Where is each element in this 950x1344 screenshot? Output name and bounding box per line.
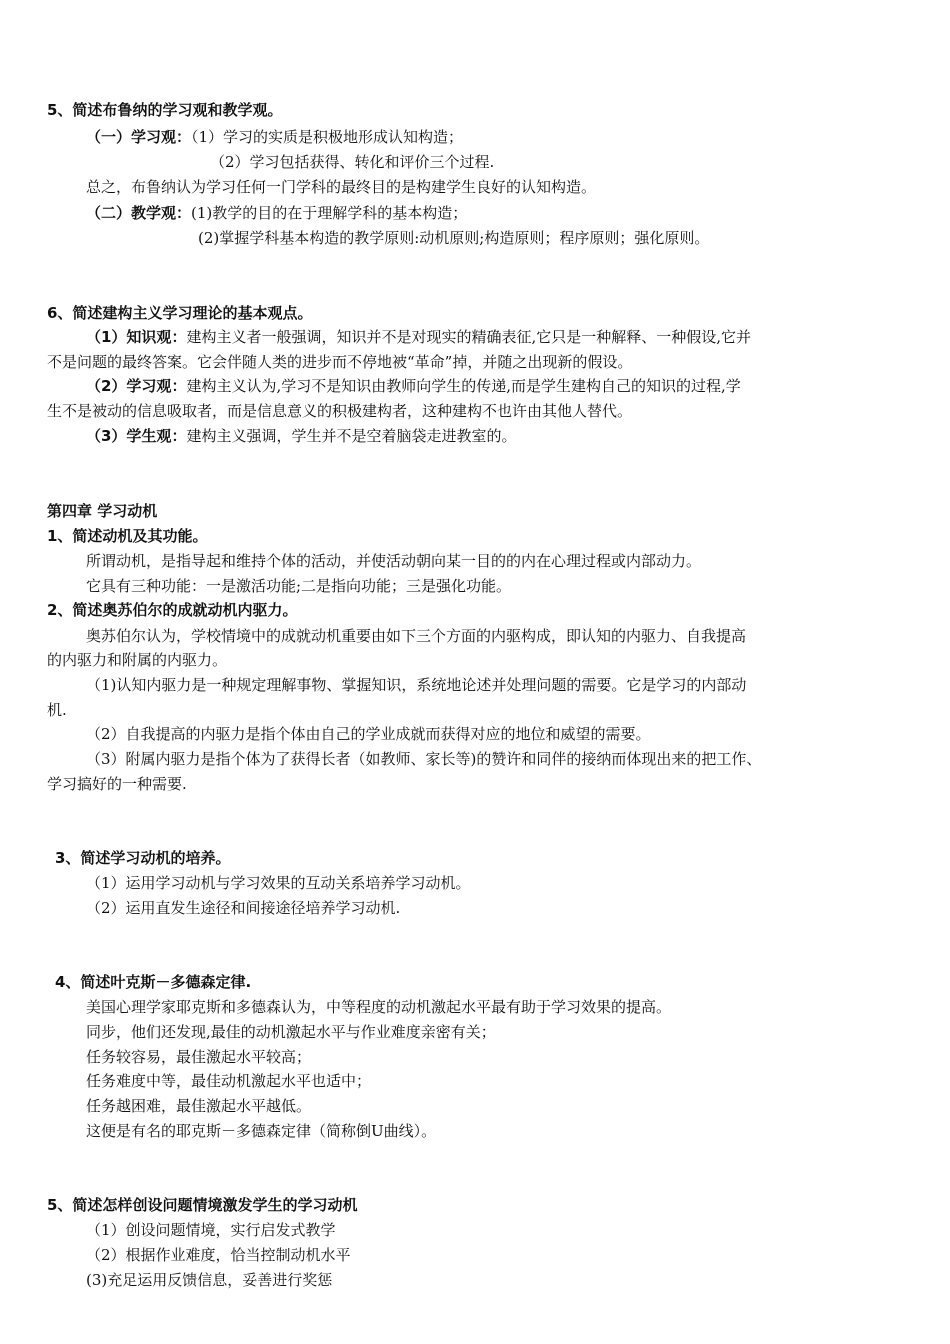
q4-heading: 4、简述叶克斯－多德森定律. — [55, 973, 252, 991]
knowledge-view-label: （1）知识观： — [86, 328, 187, 346]
knowledge-view-text: 建构主义者一般强调，知识并不是对现实的精确表征,它只是一种解释、一种假设,它并 — [186, 328, 751, 346]
q1-line-1: 所谓动机，是指导起和维持个体的活动，并使活动朝向某一目的的内在心理过程或内部动力。 — [86, 552, 702, 570]
q4-line-2: 同步，他们还发现,最佳的动机激起水平与作业难度亲密有关； — [86, 1023, 496, 1041]
q1-line-2: 它具有三种功能：一是激活功能;二是指向功能；三是强化功能。 — [86, 577, 512, 595]
q2-line-6: （3）附属内驱力是指个体为了获得长者（如教师、家长等)的赞许和同伴的接纳而体现出来的把工作、 — [86, 750, 762, 768]
student-view-label: （3）学生观： — [86, 427, 187, 445]
section-5-heading: 5、简述布鲁纳的学习观和教学观。 — [47, 101, 283, 119]
teaching-view-text: (1)教学的目的在于理解学科的基本构造； — [191, 204, 468, 222]
learning-view-label: （一）学习观： — [86, 128, 192, 146]
q4-line-6: 这便是有名的耶克斯－多德森定律（简称倒U曲线）。 — [86, 1122, 437, 1140]
q2-line-4: 机. — [47, 701, 67, 719]
teaching-view-line — [86, 204, 467, 222]
constructivist-learning-label: （2）学习观： — [86, 377, 187, 395]
q3-heading: 3、简述学习动机的培养。 — [55, 849, 231, 867]
student-view-line — [86, 427, 516, 445]
chapter-4-title: 第四章 学习动机 — [47, 502, 158, 520]
q4-line-5: 任务越困难，最佳激起水平越低。 — [86, 1097, 312, 1115]
constructivist-learning-text: 建构主义认为,学习不是知识由教师向学生的传递,而是学生建构自己的知识的过程,学 — [186, 377, 741, 395]
q2-line-2: 的内驱力和附属的内驱力。 — [47, 651, 228, 669]
q5-line-3: (3)充足运用反馈信息，妥善进行奖惩 — [86, 1271, 333, 1289]
q4-line-1: 美国心理学家耶克斯和多德森认为，中等程度的动机激起水平最有助于学习效果的提高。 — [86, 998, 672, 1016]
q2-line-5: （2）自我提高的内驱力是指个体由自己的学业成就而获得对应的地位和威望的需要。 — [86, 725, 651, 743]
knowledge-view-cont: 不是问题的最终答案。它会伴随人类的进步而不停地被“革命”掉，并随之出现新的假设。 — [47, 353, 633, 371]
section-6-heading: 6、简述建构主义学习理论的基本观点。 — [47, 304, 313, 322]
q2-line-3: （1)认知内驱力是一种规定理解事物、掌握知识，系统地论述并处理问题的需要。它是学习的内部动 — [86, 676, 747, 694]
student-view-text: 建构主义强调，学生并不是空着脑袋走进教室的。 — [186, 427, 517, 445]
q4-line-4: 任务难度中等，最佳动机激起水平也适中； — [86, 1072, 372, 1090]
q1-heading: 1、简述动机及其功能。 — [47, 527, 208, 545]
q4-line-3: 任务较容易，最佳激起水平较高； — [86, 1048, 312, 1066]
q5-line-2: （2）根据作业难度，恰当控制动机水平 — [86, 1246, 351, 1264]
q3-line-2: （2）运用直发生途径和间接途径培养学习动机. — [86, 899, 401, 917]
q3-line-1: （1）运用学习动机与学习效果的互动关系培养学习动机。 — [86, 874, 471, 892]
teaching-view-label: （二）教学观： — [86, 204, 192, 222]
learning-view-cont: （2）学习包括获得、转化和评价三个过程. — [210, 153, 495, 171]
teaching-view-cont: (2)掌握学科基本构造的教学原则:动机原则;构造原则；程序原则；强化原则。 — [198, 229, 710, 247]
q5-line-1: （1）创设问题情境，实行启发式教学 — [86, 1221, 336, 1239]
q2-line-1: 奥苏伯尔认为，学校情境中的成就动机重要由如下三个方面的内驱构成，即认知的内驱力、自我提高 — [86, 627, 747, 645]
knowledge-view-line — [86, 328, 751, 346]
learning-view-text: （1）学习的实质是积极地形成认知构造； — [191, 128, 464, 146]
q2-line-7: 学习搞好的一种需要. — [47, 775, 187, 793]
q2-heading: 2、简述奥苏伯尔的成就动机内驱力。 — [47, 601, 298, 619]
constructivist-learning-cont: 生不是被动的信息吸取者，而是信息意义的积极建构者，这种建构不也许由其他人替代。 — [47, 402, 633, 420]
q5-heading: 5、简述怎样创设问题情境激发学生的学习动机 — [47, 1196, 358, 1214]
learning-view-line — [86, 128, 463, 146]
bruner-summary: 总之，布鲁纳认为学习任何一门学科的最终目的是构建学生良好的认知构造。 — [86, 178, 597, 196]
constructivist-learning-line — [86, 377, 741, 395]
